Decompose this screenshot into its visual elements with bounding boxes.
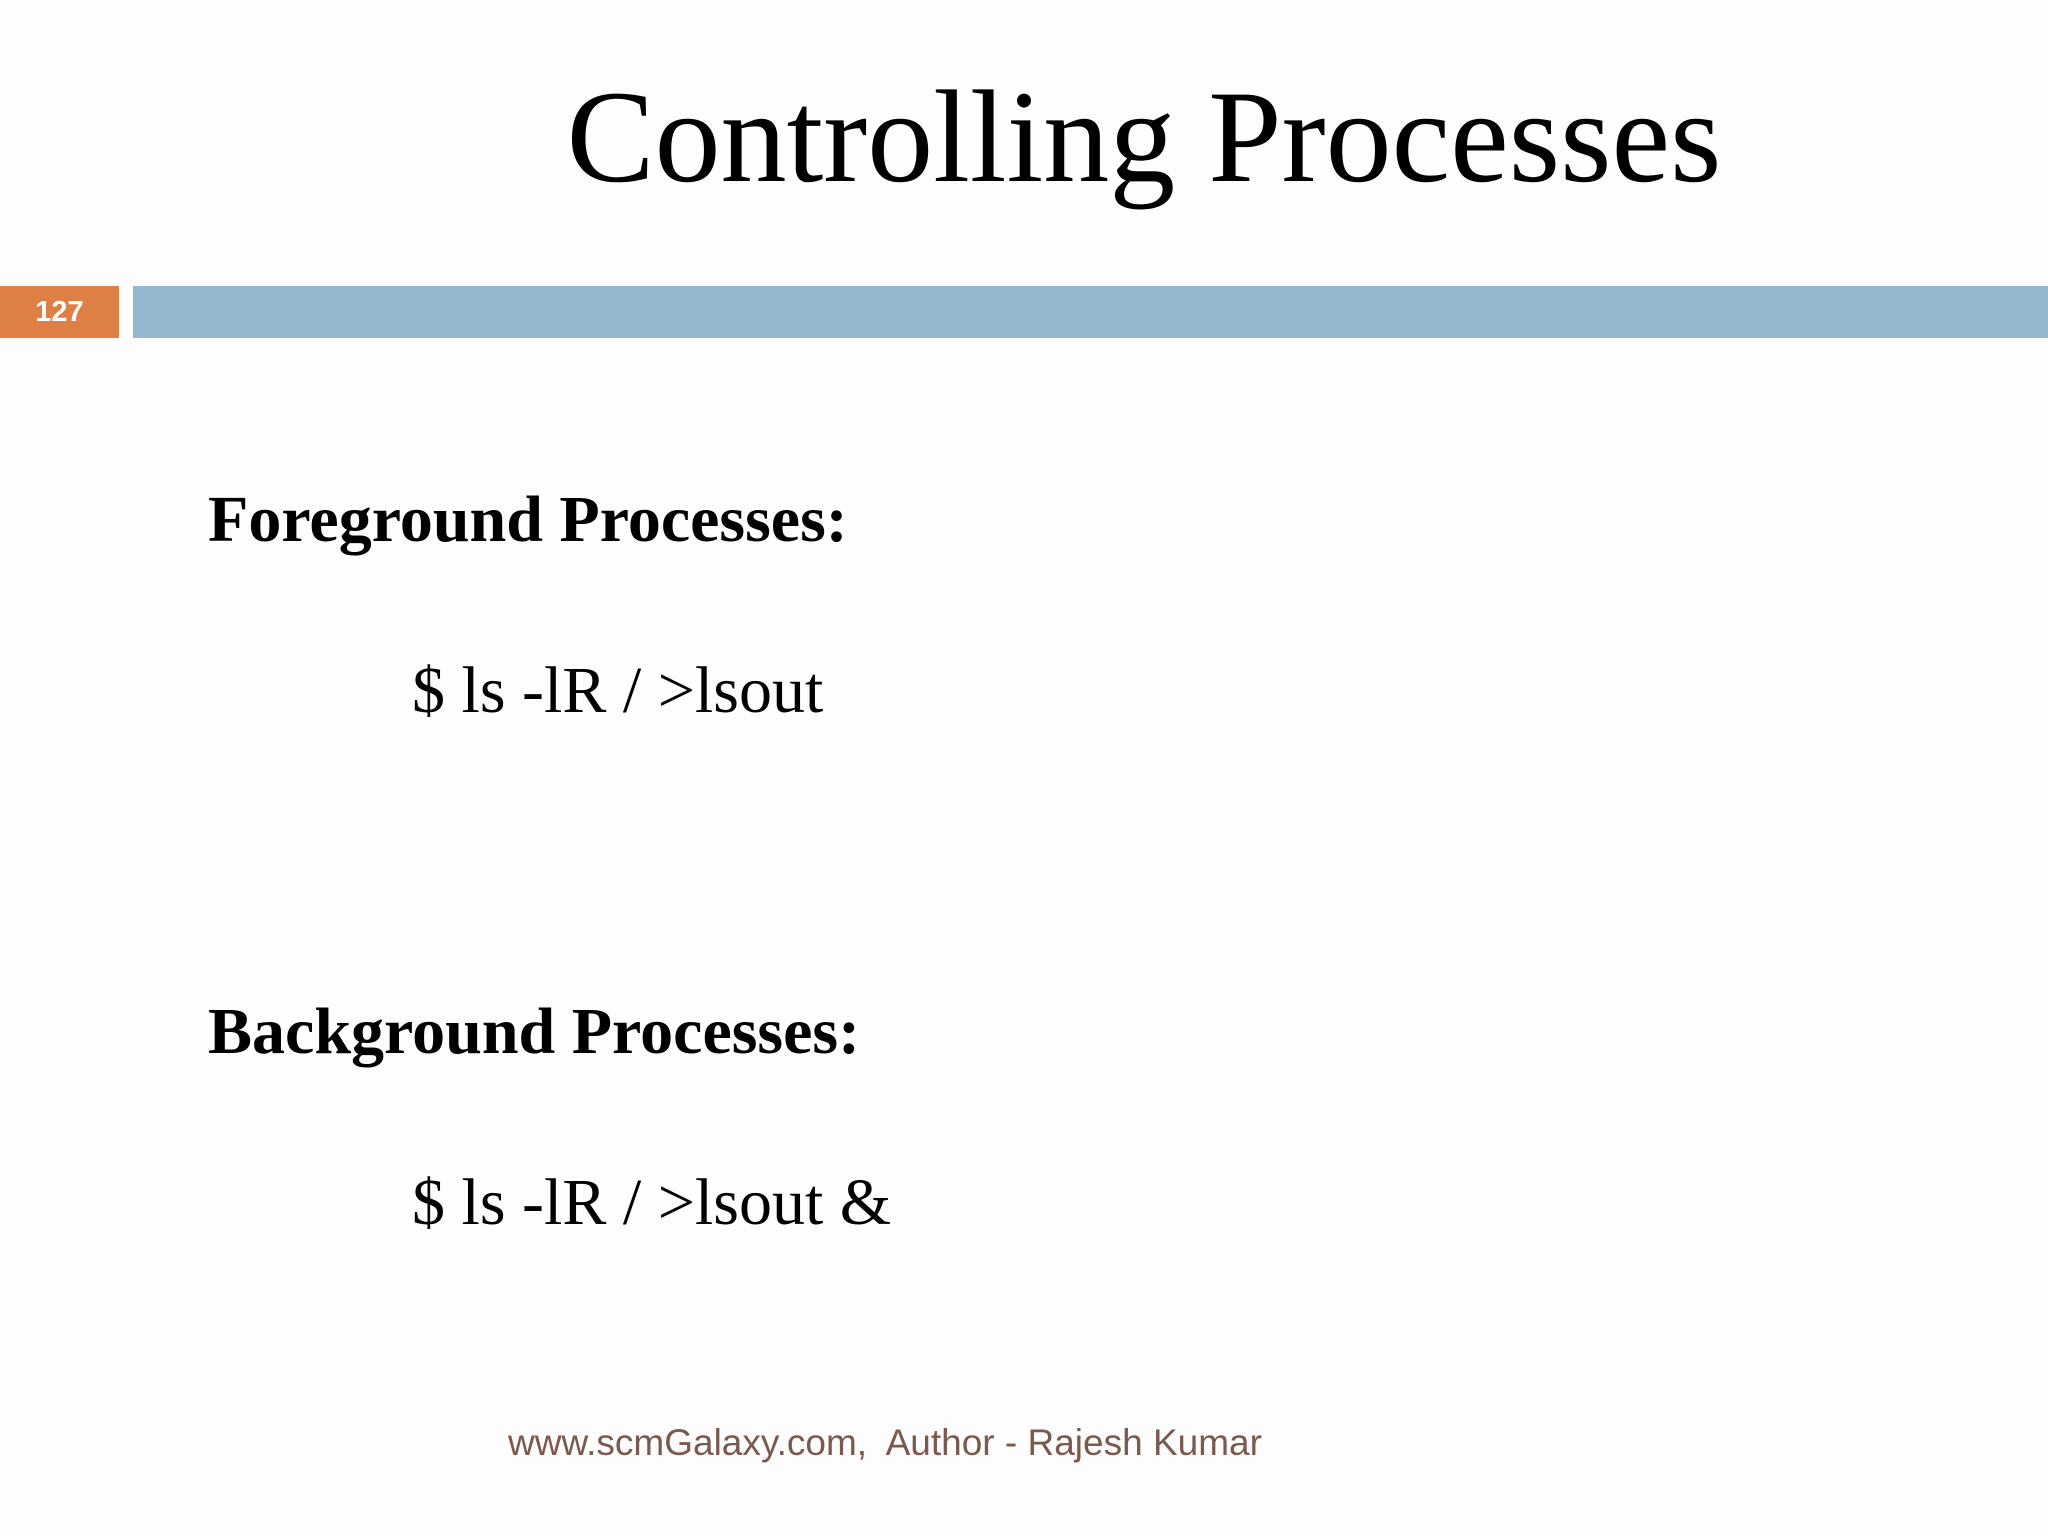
background-heading: Background Processes: [208, 995, 861, 1068]
slide-title: Controlling Processes [566, 63, 1722, 210]
foreground-command: $ ls -lR / >lsout [412, 654, 824, 727]
foreground-heading: Foreground Processes: [208, 483, 848, 556]
footer-credit: www.scmGalaxy.com, Author - Rajesh Kumar [508, 1422, 1262, 1463]
page-number-badge: 127 [0, 286, 119, 338]
background-command: $ ls -lR / >lsout & [412, 1166, 892, 1239]
title-divider-bar [133, 286, 2048, 338]
